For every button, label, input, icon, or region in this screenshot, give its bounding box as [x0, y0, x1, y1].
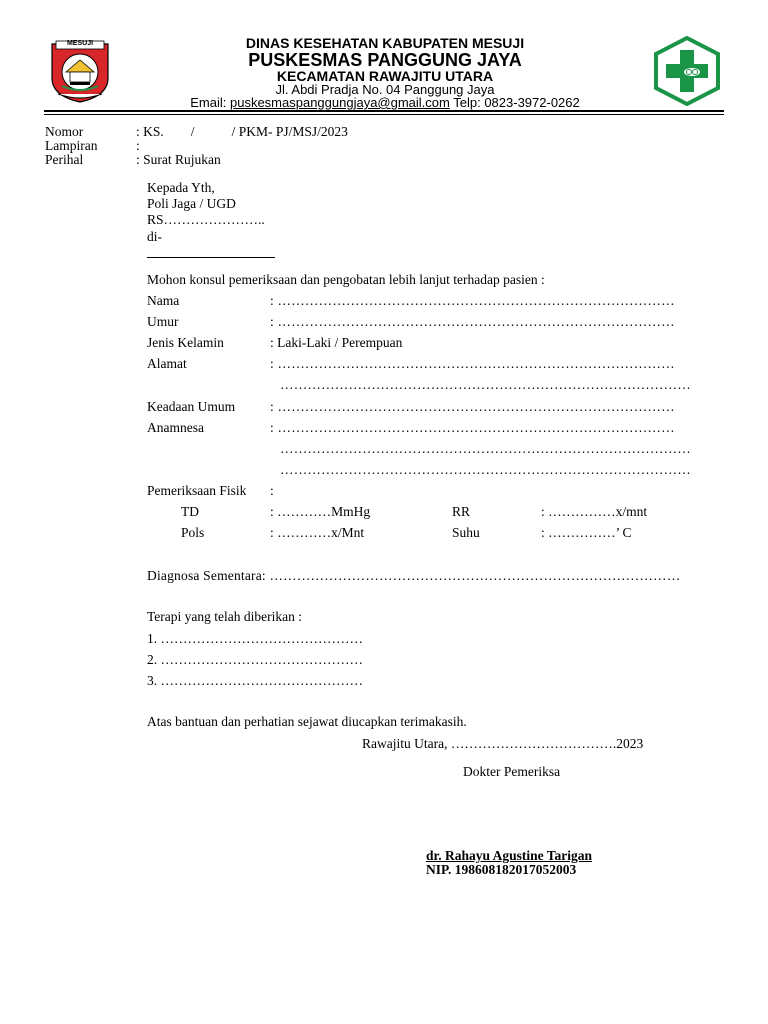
anamnesa-field-1[interactable]: : ……………………………………………………………………………	[270, 420, 675, 435]
place-date[interactable]: Rawajitu Utara, ……………………………….2023	[362, 736, 644, 751]
nomor-label: Nomor	[45, 124, 84, 139]
header-address: Jl. Abdi Pradja No. 04 Panggung Jaya	[275, 82, 495, 97]
signer-nip: NIP. 198608182017052003	[426, 862, 577, 877]
nama-label: Nama	[147, 293, 180, 308]
terapi-item-2[interactable]: 2. ………………………………………	[147, 652, 363, 667]
umur-label: Umur	[147, 314, 179, 329]
nama-field[interactable]: : ……………………………………………………………………………	[270, 293, 675, 308]
alamat-label: Alamat	[147, 356, 187, 371]
header-contact	[150, 95, 620, 110]
anamnesa-label: Anamnesa	[147, 420, 204, 435]
puskesmas-logo	[652, 36, 722, 106]
jenis-kelamin-label: Jenis Kelamin	[147, 335, 224, 350]
recipient-line3: RS…………………..	[147, 212, 265, 227]
recipient-line4: di-	[147, 229, 162, 244]
umur-field[interactable]: : ……………………………………………………………………………	[270, 314, 675, 329]
anamnesa-field-3[interactable]: ………………………………………………………………………………	[280, 462, 691, 477]
suhu-label: Suhu	[452, 525, 480, 540]
anamnesa-field-2[interactable]: ………………………………………………………………………………	[280, 441, 691, 456]
perihal-value: : Surat Rujukan	[136, 152, 221, 167]
pemeriksaan-fisik-colon: :	[270, 483, 274, 498]
mesuji-logo-text: MESUJI	[66, 40, 94, 47]
header-divider	[44, 110, 724, 112]
jenis-kelamin-field[interactable]: : Laki-Laki / Perempuan	[270, 335, 403, 350]
pols-label: Pols	[181, 525, 205, 540]
keadaan-umum-field[interactable]: : ……………………………………………………………………………	[270, 399, 675, 414]
pemeriksaan-fisik-label: Pemeriksaan Fisik	[147, 483, 247, 498]
header-agency: DINAS KESEHATAN KABUPATEN MESUJI	[245, 35, 525, 51]
header-puskesmas-name: PUSKESMAS PANGGUNG JAYA	[248, 50, 522, 70]
signer-name: dr. Rahayu Agustine Tarigan	[426, 848, 593, 863]
keadaan-umum-label: Keadaan Umum	[147, 399, 236, 414]
lampiran-value: :	[136, 138, 140, 153]
header-kecamatan: KECAMATAN RAWAJITU UTARA	[276, 68, 494, 84]
intro-text: Mohon konsul pemeriksaan dan pengobatan lebih lanjut terhadap pasien :	[147, 272, 545, 287]
perihal-label: Perihal	[45, 152, 84, 167]
diagnosa-field[interactable]: Diagnosa Sementara: ………………………………………………………………………………	[147, 568, 681, 583]
alamat-field-2[interactable]: ………………………………………………………………………………	[280, 377, 691, 392]
recipient-underline	[147, 257, 275, 258]
signer-title: Dokter Pemeriksa	[463, 764, 561, 779]
closing-text: Atas bantuan dan perhatian sejawat diucapkan terimakasih.	[147, 714, 467, 729]
td-label: TD	[181, 504, 199, 519]
recipient-line2: Poli Jaga / UGD	[147, 196, 236, 211]
pols-field[interactable]: : …………x/Mnt	[270, 525, 365, 540]
td-field[interactable]: : …………MmHg	[270, 504, 371, 519]
nomor-value: : KS. / / PKM- PJ/MSJ/2023	[136, 124, 348, 139]
terapi-item-3[interactable]: 3. ………………………………………	[147, 673, 363, 688]
rr-label: RR	[452, 504, 471, 519]
alamat-field-1[interactable]: : ……………………………………………………………………………	[270, 356, 675, 371]
terapi-label: Terapi yang telah diberikan :	[147, 609, 302, 624]
terapi-item-1[interactable]: 1. ………………………………………	[147, 631, 363, 646]
header-divider-thin	[44, 114, 724, 115]
suhu-field[interactable]: : ……………’ C	[541, 525, 632, 540]
rr-field[interactable]: : ……………x/mnt	[541, 504, 648, 519]
email-link[interactable]: puskesmaspanggungjaya@gmail.com	[229, 95, 450, 110]
lampiran-label: Lampiran	[45, 138, 98, 153]
email-label: Email:	[190, 95, 227, 110]
mesuji-logo	[48, 38, 112, 104]
recipient-line1: Kepada Yth,	[147, 180, 215, 195]
phone: Telp: 0823-3972-0262	[453, 95, 580, 110]
